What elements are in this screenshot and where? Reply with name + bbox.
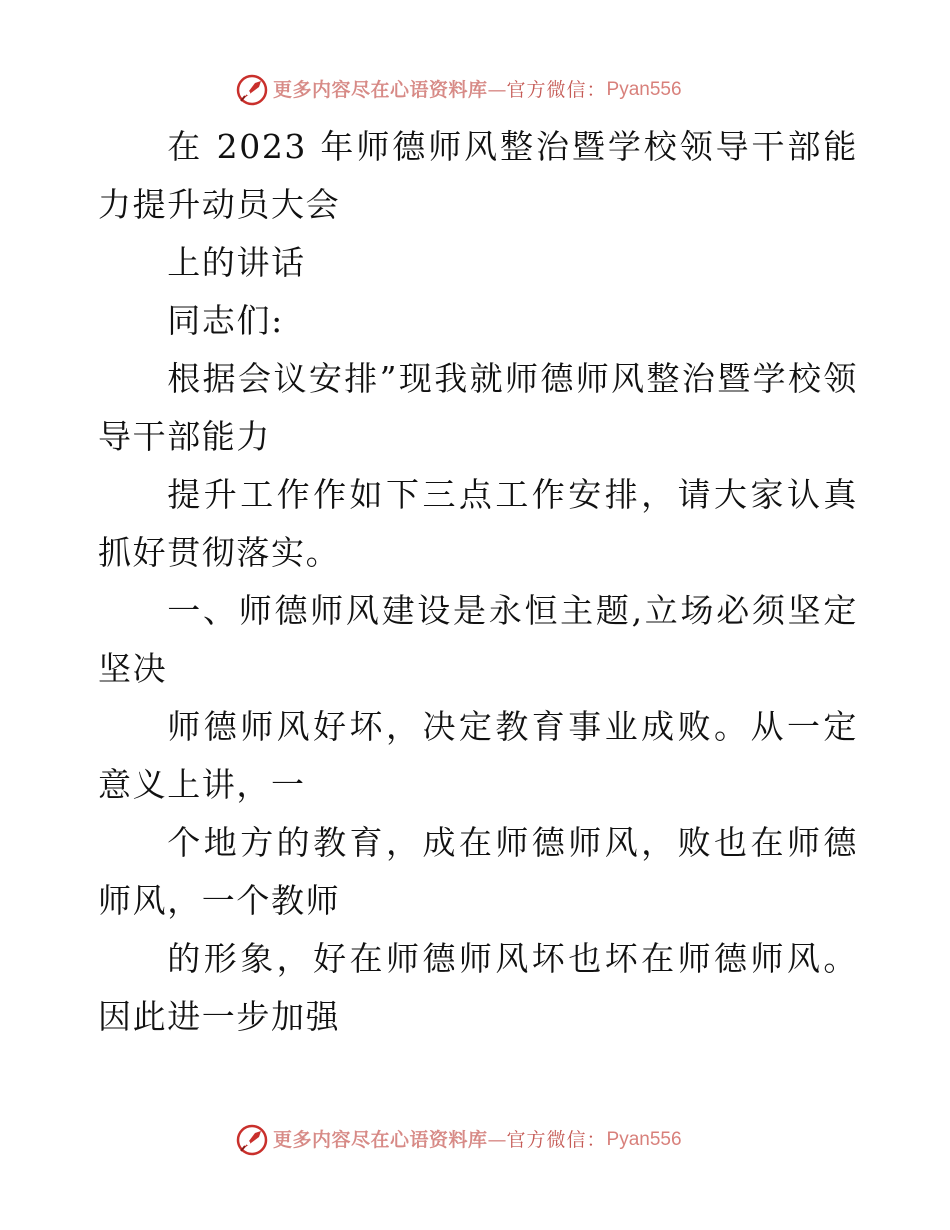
quill-pen-circle-icon: [235, 73, 269, 107]
watermark-label: 官方微信：: [506, 1129, 607, 1151]
watermark-label: 官方微信：: [506, 79, 607, 101]
footer-watermark: [235, 1122, 715, 1158]
watermark-dash: —: [487, 79, 507, 101]
paragraph-1: 根据会议安排”现我就师德师风整治暨学校领导干部能力: [98, 359, 858, 456]
header-watermark: [235, 72, 715, 108]
salutation: 同志们:: [167, 301, 284, 340]
title-line-1: 在 2023 年师德师风整治暨学校领导干部能力提升动员大会: [98, 127, 858, 224]
title-line-2: 上的讲话: [167, 243, 306, 282]
watermark-handle: Pyan556: [606, 1129, 682, 1150]
paragraph-2: 提升工作作如下三点工作安排，请大家认真抓好贯彻落实。: [98, 475, 858, 572]
watermark-site-text: 更多内容尽在心语资料库: [273, 79, 488, 101]
paragraph-3: 师德师风好坏，决定教育事业成败。从一定意义上讲，一: [98, 707, 858, 804]
watermark-dash: —: [487, 1129, 507, 1151]
speech-body: [98, 118, 858, 1046]
quill-pen-circle-icon: [235, 1123, 269, 1157]
paragraph-5: 的形象，好在师德师风坏也坏在师德师风。因此进一步加强: [98, 939, 858, 1036]
paragraph-4: 个地方的教育，成在师德师风，败也在师德师风，一个教师: [98, 823, 858, 920]
watermark-site-text: 更多内容尽在心语资料库: [273, 1129, 488, 1151]
section-heading-1: 一、师德师风建设是永恒主题,立场必须坚定坚决: [98, 591, 858, 688]
watermark-handle: Pyan556: [606, 79, 682, 100]
